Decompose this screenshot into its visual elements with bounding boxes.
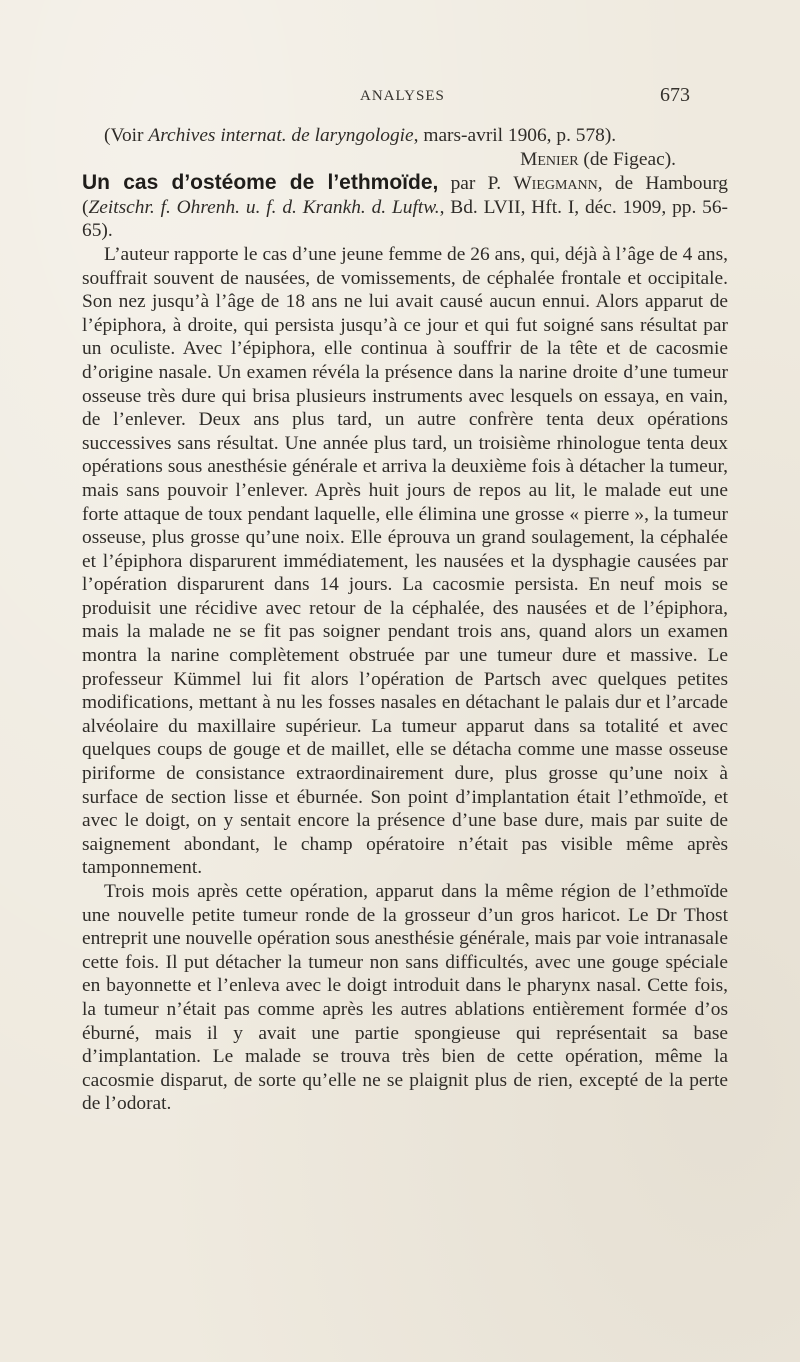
previous-article-reference xyxy=(82,124,728,148)
signature-place: (de Figeac). xyxy=(578,148,676,170)
article-heading xyxy=(82,171,728,243)
article-citation: , Bd. LVII, Hft. I, déc. 1909, pp. 56-65). xyxy=(82,196,728,242)
article-author-rest: , de Hambourg ( xyxy=(82,173,728,218)
article-title: Un cas d’ostéome de l’ethmoïde, xyxy=(82,171,439,195)
page-header xyxy=(0,84,800,112)
paragraph-1: L’auteur rapporte le cas d’une jeune femme de 26 ans, qui, déjà à l’âge de 4 ans, souffrait souvent de nausées, de vomissements, de céphalée frontale et occipitale. Son nez jusqu’à l’âge de 18 ans ne lui avait causé aucun ennui. Alors apparut de l’épiphora, à droite, qui persista jusqu’à ce jour et qui fut soigné sans résultat par un oculiste. Avec l’épiphora, elle continua à souffrir de la tête et de cacosmie d’origine nasale. Un examen révéla la présence dans la narine droite d’une tumeur osseuse très dure qui brisa plusieurs instruments avec lesquels on essaya, en vain, de l’enlever. Deux ans plus tard, un autre confrère tenta deux opérations successives sans résultat. Une année plus tard, un troisième rhinologue tenta deux opérations sous anesthésie générale et arriva la deuxième fois à détacher la tumeur, mais sans pouvoir l’enlever. Après huit jours de repos au lit, le malade eut une forte attaque de toux pendant laquelle, elle élimina une grosse « pierre », la tumeur osseuse, plus grosse qu’une noix. Elle éprouva un grand soulagement, la céphalée et l’épiphora disparurent immédiatement, les nausées et la dysphagie causées par l’opération disparurent dans 14 jours. La cacosmie persista. En neuf mois se produisit une récidive avec retour de la céphalée, des nausées et de l’épiphora, mais la malade ne se fit pas soigner pendant trois ans, quand alors un examen montra la narine complètement obstruée par une tumeur dure et massive. Le professeur Kümmel lui fit alors l’opération de Partsch avec quelques petites modifications, mettant à nu les fosses nasales en détachant le palais dur et l’arcade alvéolaire du maxillaire supérieur. La tumeur apparut dans sa totalité et avec quelques coups de gouge et de maillet, elle se détacha comme une masse osseuse piriforme de consistance extraordinairement dure, plus grosse qu’une noix à surface de section lisse et éburnée. Son point d’implantation était l’ethmoïde, et avec le doigt, on y sentait encore la présence d’une base dure, mais par suite de saignement abondant, le champ opératoire n’était pas visible même après tamponnement. xyxy=(82,243,728,879)
signature-author: Menier xyxy=(520,148,579,170)
running-head: ANALYSES xyxy=(360,88,445,104)
page-number: 673 xyxy=(660,84,690,106)
article-journal: Zeitschr. f. Ohrenh. u. f. d. Krankh. d. Luftw. xyxy=(88,196,440,218)
previous-article-signature xyxy=(82,148,728,172)
article-by: par P. xyxy=(438,173,514,195)
article-author: Wiegmann xyxy=(513,173,598,195)
ref-journal: Archives internat. de laryngologie xyxy=(148,125,414,146)
paragraph-2: Trois mois après cette opération, apparut dans la même région de l’ethmoïde une nouvelle petite tumeur ronde de la grosseur d’un gros haricot. Le Dr Thost entreprit une nouvelle opération sous anesthésie générale, mais par voie intranasale cette fois. Il put détacher la tumeur non sans difficultés, avec une gouge spéciale en bayonnette et l’enleva avec le doigt introduit dans le pharynx nasal. Cette fois, la tumeur n’était pas comme après les autres ablations entièrement formée d’os éburné, mais il y avait une partie spongieuse qui représentait sa base d’implantation. Le malade se trouva très bien de cette opération, même la cacosmie disparut, de sorte qu’elle ne se plaignit plus de rien, excepté de la perte de l’odorat. xyxy=(82,881,728,1115)
body-text xyxy=(82,124,728,1116)
ref-rest: , mars-avril 1906, p. 578). xyxy=(413,125,617,146)
ref-open: (Voir xyxy=(104,125,149,146)
